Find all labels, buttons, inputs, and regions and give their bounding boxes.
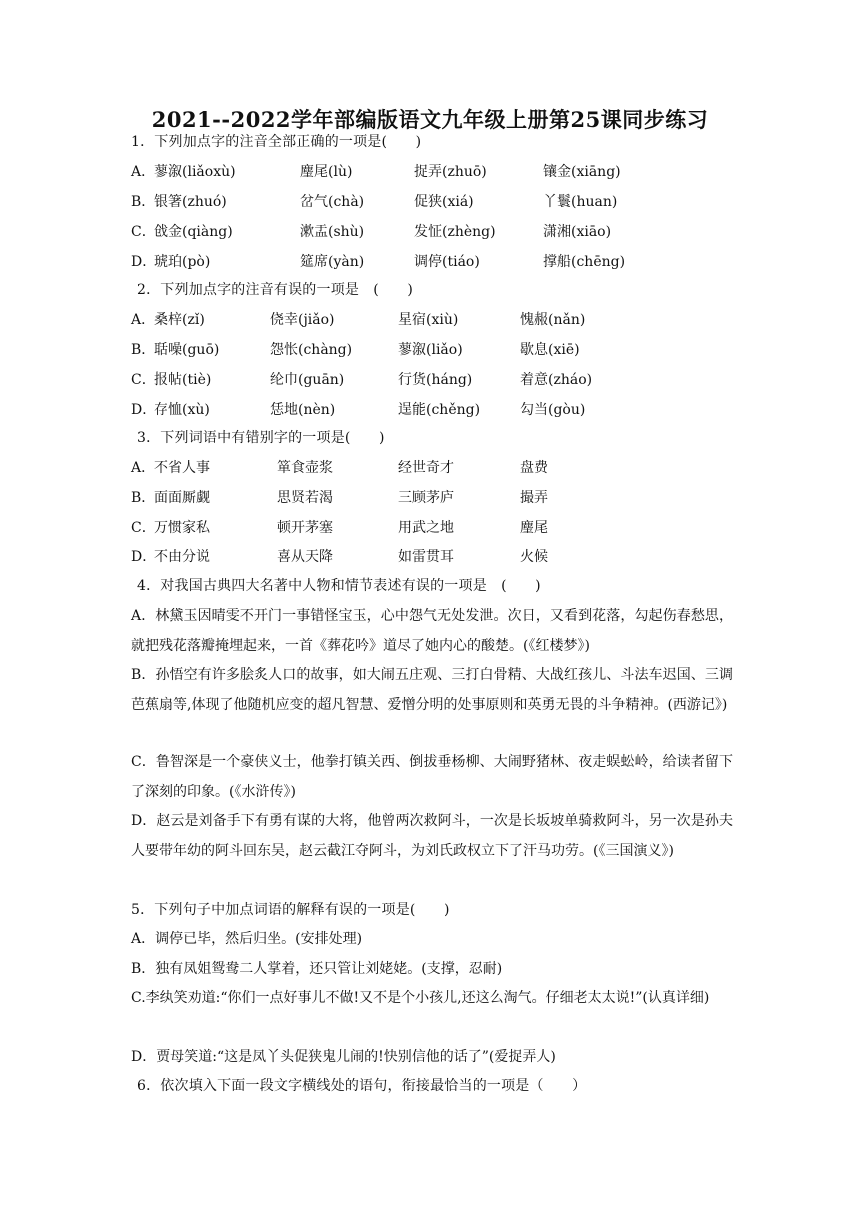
page-title: 2021--2022学年部编版语文九年级上册第25课同步练习 [151,107,709,132]
question-4-option-c: C．鲁智深是一个豪侠义士，他拳打镇关西、倒拔垂杨柳、大闹野猪林、夜走蜈蚣岭，给读者留下了深刻的印象。(《水浒传》) [131,754,733,800]
option-item: 报帖(tiè) [154,372,212,388]
option-item: 面面厮觑 [154,490,210,506]
question-5-option-d: D．贾母笑道:“这是凤丫头促狭鬼儿闹的!快别信他的话了”(爱捉弄人) [131,1049,556,1065]
question-3-stem: 3．下列词语中有错别字的一项是( ) [137,430,385,446]
option-item: 聒噪(guō) [154,342,220,358]
option-item: 麈尾 [520,520,548,536]
option-label: A． [131,312,156,328]
option-item: 万惯家私 [154,520,210,536]
option-item: 漱盂(shù) [300,224,365,240]
question-5-option-c: C.李纨笑劝道:“你们一点好事儿不做!又不是个小孩儿,还这么淘气。仔细老太太说!”(认真详细) [131,990,710,1006]
question-2-stem: 2．下列加点字的注音有误的一项是 ( ) [137,282,414,298]
option-label: C． [131,520,156,536]
option-item: 银箸(zhuó) [154,194,227,210]
option-item: 纶巾(guān) [270,372,345,388]
option-item: 撮弄 [520,490,548,506]
option-item: 麈尾(lù) [300,164,353,180]
question-6-stem: 6．依次填入下面一段文字横线处的语句，衔接最恰当的一项是（ ） [137,1078,587,1094]
option-label: A． [131,164,156,180]
option-item: 星宿(xiù) [398,312,459,328]
option-item: 蓼溆(liǎoxù) [154,164,236,180]
option-item: 如雷贯耳 [398,549,454,565]
option-item: 琥珀(pò) [154,254,211,270]
option-item: 顿开茅塞 [277,520,333,536]
option-item: 捉弄(zhuō) [414,164,487,180]
option-item: 撑船(chēng) [543,254,626,270]
option-item: 用武之地 [398,520,454,536]
option-label: C． [131,372,156,388]
option-item: 着意(zháo) [520,372,593,388]
option-label: B． [131,194,156,210]
option-item: 调停(tiáo) [414,254,480,270]
option-item: 筵席(yàn) [300,254,365,270]
option-item: 行货(háng) [398,372,473,388]
option-label: B． [131,342,156,358]
question-5-option-b: B．独有凤姐鸳鸯二人掌着，还只管让刘姥姥。(支撑，忍耐) [131,961,503,977]
option-item: 思贤若渴 [277,490,333,506]
question-5-stem: 5．下列句子中加点词语的解释有误的一项是( ) [131,902,450,918]
option-item: 经世奇才 [398,460,454,476]
option-label: A． [131,460,156,476]
option-item: 勾当(gòu) [520,402,586,418]
option-item: 发怔(zhèng) [414,224,496,240]
option-item: 火候 [520,549,548,565]
question-4-stem: 4．对我国古典四大名著中人物和情节表述有误的一项是 ( ) [137,578,541,594]
option-item: 促狭(xiá) [414,194,474,210]
option-item: 盘费 [520,460,548,476]
option-item: 镶金(xiāng) [543,164,621,180]
option-label: B． [131,490,156,506]
option-item: 喜从天降 [277,549,333,565]
option-item: 侥幸(jiǎo) [270,312,335,328]
question-4-option-b: B．孙悟空有许多脍炙人口的故事，如大闹五庄观、三打白骨精、大战红孩儿、斗法车迟国、三调芭蕉扇等,体现了他随机应变的超凡智慧、爱憎分明的处事原则和英勇无畏的斗争精神。(西游记》) [131,667,733,713]
option-label: D． [131,254,157,270]
option-item: 不省人事 [154,460,210,476]
option-item: 歇息(xiē) [520,342,580,358]
option-item: 存恤(xù) [154,402,210,418]
option-item: 蓼溆(liǎo) [398,342,463,358]
option-item: 愧赧(nǎn) [520,312,586,328]
option-item: 箪食壶浆 [277,460,333,476]
option-item: 不由分说 [154,549,210,565]
option-item: 戗金(qiàng) [154,224,233,240]
option-item: 逞能(chěng) [398,402,481,418]
question-4-option-a: A．林黛玉因晴雯不开门一事错怪宝玉，心中怨气无处发泄。次日，又看到花落，勾起伤春愁思，就把残花落瓣掩埋起来，一首《葬花吟》道尽了她内心的酸楚。(《红楼梦》) [131,608,733,654]
option-label: D． [131,402,157,418]
question-4-option-d: D．赵云是刘备手下有勇有谋的大将，他曾两次救阿斗，一次是长坂坡单骑救阿斗，另一次是孙夫人要带年幼的阿斗回东吴，赵云截江夺阿斗，为刘氏政权立下了汗马功劳。(《三国演义》) [131,813,733,859]
option-item: 潇湘(xiāo) [543,224,612,240]
option-item: 恁地(nèn) [270,402,336,418]
option-item: 桑梓(zǐ) [154,312,205,328]
option-item: 怨怅(chàng) [270,342,353,358]
option-item: 丫鬟(huan) [543,194,618,210]
question-1-stem: 1．下列加点字的注音全部正确的一项是( ) [131,134,422,150]
option-item: 三顾茅庐 [398,490,454,506]
option-item: 岔气(chà) [300,194,365,210]
option-label: C． [131,224,156,240]
option-label: D． [131,549,157,565]
question-5-option-a: A．调停已毕，然后归坐。(安排处理) [131,931,363,947]
